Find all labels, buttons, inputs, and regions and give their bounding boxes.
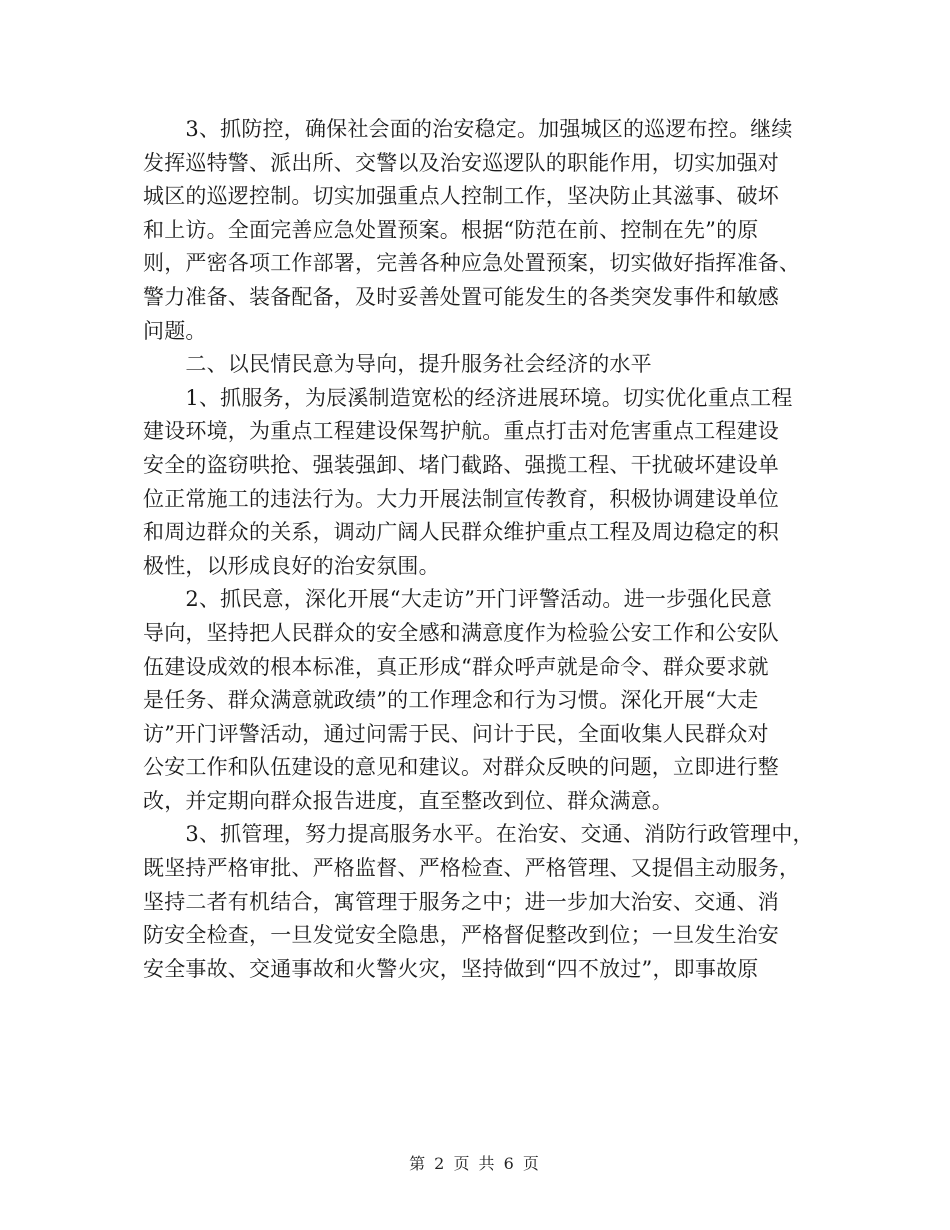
text-line: 安全的盗窃哄抢、强装强卸、堵门截路、强揽工程、干扰破坏建设单: [143, 452, 779, 477]
text-line: 1、抓服务，为辰溪制造宽松的经济进展环境。切实优化重点工程: [143, 385, 793, 410]
text-line: 建设环境，为重点工程建设保驾护航。重点打击对危害重点工程建设: [143, 419, 779, 444]
text-line: 是任务、群众满意就政绩”的工作理念和行为习惯。深化开展“大走: [143, 688, 759, 713]
text-line: 坚持二者有机结合，寓管理于服务之中；进一步加大治安、交通、消: [143, 889, 779, 914]
text-line: 改，并定期向群众报告进度，直至整改到位、群众满意。: [143, 788, 673, 813]
text-line: 城区的巡逻控制。切实加强重点人控制工作，坚决防止其滋事、破坏: [143, 184, 779, 209]
text-line: 和上访。全面完善应急处置预案。根据“防范在前、控制在先”的原: [143, 217, 759, 242]
text-line: 发挥巡特警、派出所、交警以及治安巡逻队的职能作用，切实加强对: [143, 150, 779, 175]
text-line: 则，严密各项工作部署，完善各种应急处置预案，切实做好指挥准备、: [143, 251, 801, 276]
text-line: 位正常施工的违法行为。大力开展法制宣传教育，积极协调建设单位: [143, 486, 779, 511]
page-footer: 第 2 页 共 6 页: [409, 1154, 541, 1173]
text-line: 3、抓管理，努力提高服务水平。在治安、交通、消防行政管理中，: [143, 822, 814, 847]
document-body: [143, 113, 823, 986]
text-line: 极性，以形成良好的治安氛围。: [143, 553, 440, 578]
text-line: 既坚持严格审批、严格监督、严格检查、严格管理、又提倡主动服务，: [143, 856, 801, 881]
text-line: 3、抓防控，确保社会面的治安稳定。加强城区的巡逻布控。继续: [143, 117, 793, 141]
text-line: 访”开门评警活动，通过问需于民、问计于民，全面收集人民群众对: [143, 721, 769, 746]
text-line: 问题。: [143, 318, 207, 343]
text-line: 二、以民情民意为导向，提升服务社会经济的水平: [143, 352, 652, 377]
text-line: 安全事故、交通事故和火警火灾，坚持做到“四不放过”，即事故原: [143, 956, 759, 981]
text-line: 公安工作和队伍建设的意见和建议。对群众反映的问题，立即进行整: [143, 755, 779, 780]
text-line: 导向，坚持把人民群众的安全感和满意度作为检验公安工作和公安队: [143, 620, 779, 645]
text-line: 防安全检查，一旦发觉安全隐患，严格督促整改到位；一旦发生治安: [143, 923, 779, 948]
text-line: 和周边群众的关系，调动广阔人民群众维护重点工程及周边稳定的积: [143, 520, 779, 545]
text-line: 警力准备、装备配备，及时妥善处置可能发生的各类突发事件和敏感: [143, 284, 779, 309]
text-line: 2、抓民意，深化开展“大走访”开门评警活动。进一步强化民意: [143, 587, 773, 612]
text-line: 伍建设成效的根本标准，真正形成“群众呼声就是命令、群众要求就: [143, 654, 769, 679]
